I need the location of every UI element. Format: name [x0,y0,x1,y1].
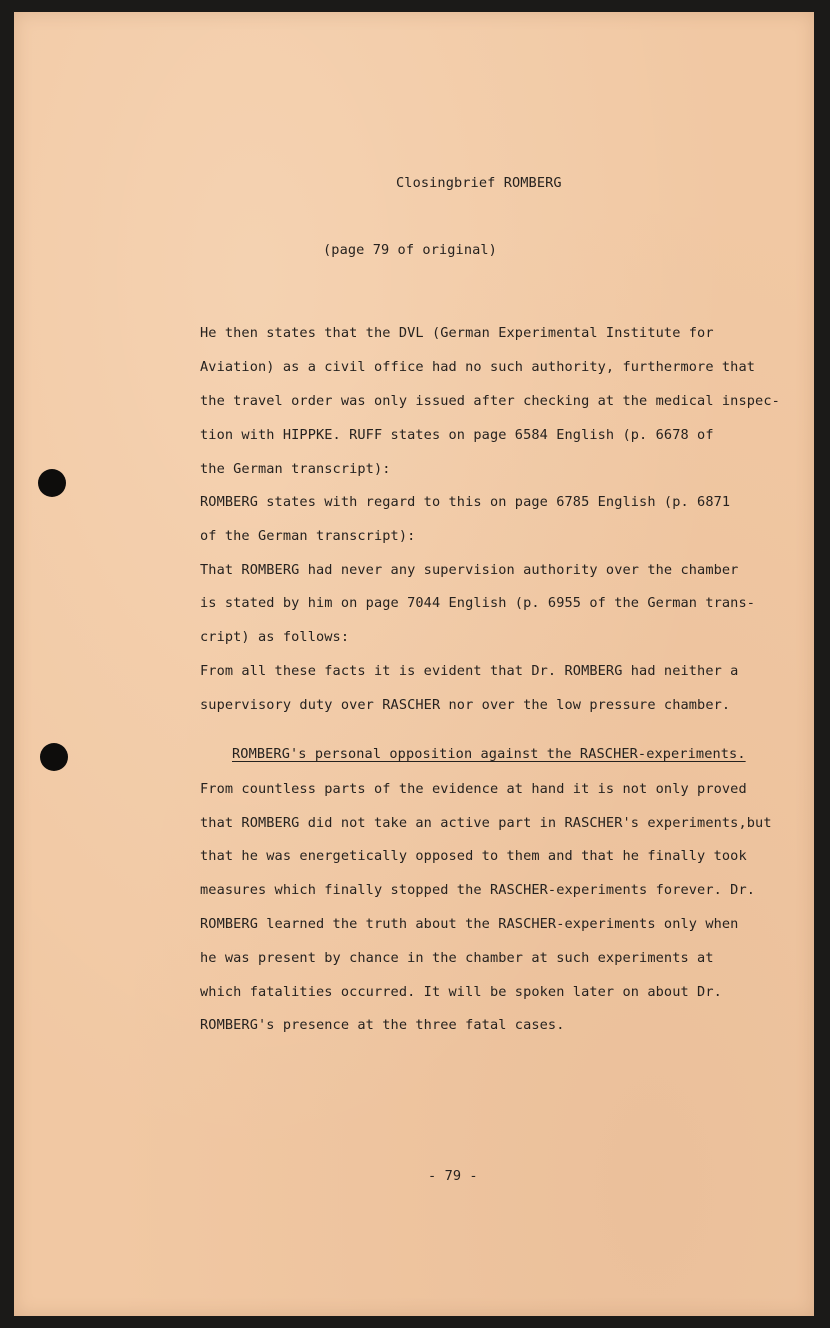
text-line: he was present by chance in the chamber at such experiments at [200,950,714,966]
text-line: the travel order was only issued after checking at the medical inspec- [200,393,780,409]
page-reference: (page 79 of original) [323,242,497,258]
punch-hole [38,469,66,497]
section-heading: ROMBERG's personal opposition against the RASCHER-experiments. [232,746,746,762]
text-line: measures which finally stopped the RASCHER-experiments forever. Dr. [200,882,756,898]
text-line: From all these facts it is evident that Dr. ROMBERG had neither a [200,663,739,679]
text-line: which fatalities occurred. It will be spoken later on about Dr. [200,984,722,1000]
text-line: that ROMBERG did not take an active part in RASCHER's experiments,but [200,815,772,831]
text-line: that he was energetically opposed to them and that he finally took [200,848,747,864]
page-number: - 79 - [428,1168,478,1184]
text-line: Aviation) as a civil office had no such authority, furthermore that [200,359,756,375]
text-line: of the German transcript): [200,528,416,544]
text-line: the German transcript): [200,461,391,477]
text-line: tion with HIPPKE. RUFF states on page 6584 English (p. 6678 of [200,427,714,443]
text-line: That ROMBERG had never any supervision authority over the chamber [200,562,739,578]
document-title: Closingbrief ROMBERG [396,175,562,191]
text-line: ROMBERG learned the truth about the RASCHER-experiments only when [200,916,739,932]
text-line: ROMBERG's presence at the three fatal cases. [200,1017,565,1033]
text-line: is stated by him on page 7044 English (p. 6955 of the German trans- [200,595,756,611]
punch-hole [40,743,68,771]
text-line: From countless parts of the evidence at hand it is not only proved [200,781,747,797]
text-line: cript) as follows: [200,629,350,645]
text-line: supervisory duty over RASCHER nor over the low pressure chamber. [200,697,731,713]
text-line: He then states that the DVL (German Experimental Institute for [200,325,714,341]
text-line: ROMBERG states with regard to this on page 6785 English (p. 6871 [200,494,731,510]
